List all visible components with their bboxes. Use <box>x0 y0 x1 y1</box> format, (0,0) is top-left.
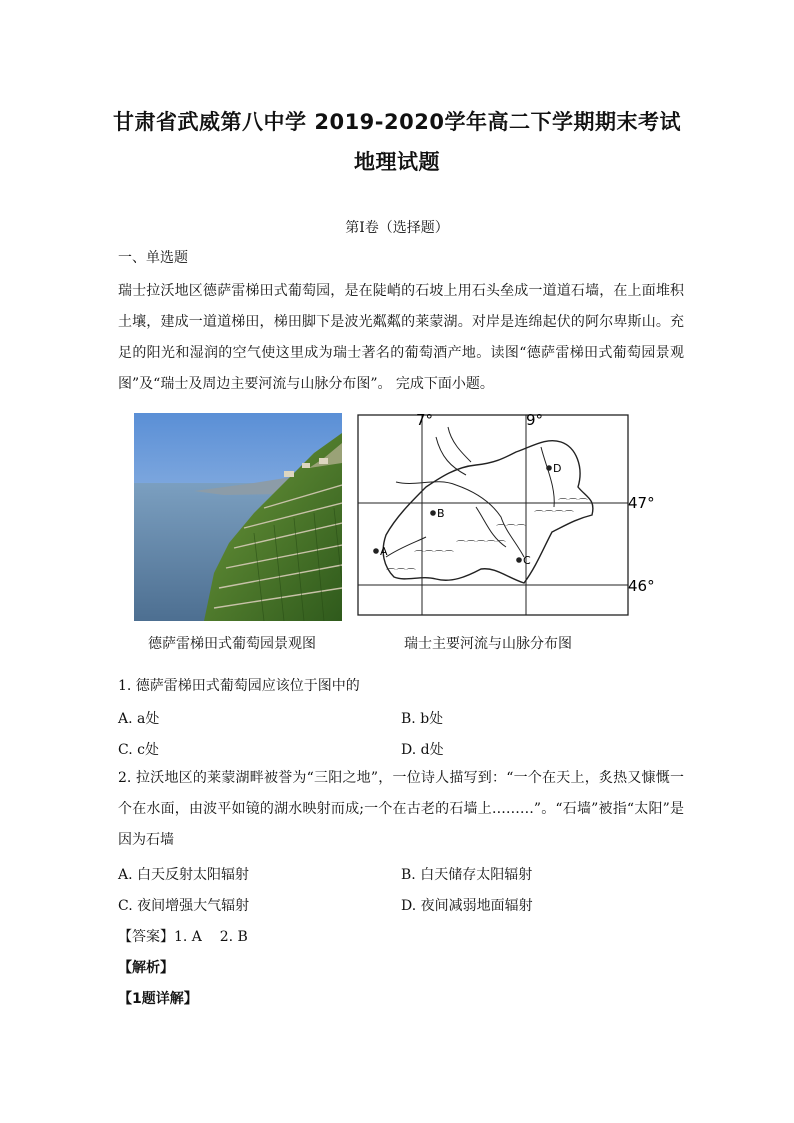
point-d-label: D <box>553 462 562 475</box>
doc-title-line1: 甘肃省武威第八中学 2019-2020学年高二下学期期末考试 <box>113 110 681 134</box>
q1-option-d[interactable]: D. d处 <box>401 742 444 758</box>
doc-title-line2: 地理试题 <box>354 150 440 174</box>
photo-caption: 德萨雷梯田式葡萄园景观图 <box>148 636 316 652</box>
q2-option-a[interactable]: A. 白天反射太阳辐射 <box>118 867 250 883</box>
q2-option-c[interactable]: C. 夜间增强大气辐射 <box>118 898 250 914</box>
q1-detail-heading: 【1题详解】 <box>118 991 198 1007</box>
svg-text:⌒⌒⌒⌒⌒: ⌒⌒⌒⌒⌒ <box>456 541 506 552</box>
q1-option-c[interactable]: C. c处 <box>118 742 159 758</box>
lon-label-7: 7° <box>416 411 434 429</box>
point-c-label: C <box>523 554 531 567</box>
question-1-stem: 1. 德萨雷梯田式葡萄园应该位于图中的 <box>118 678 360 694</box>
q2-option-b[interactable]: B. 白天储存太阳辐射 <box>401 867 533 883</box>
q1-option-a[interactable]: A. a处 <box>118 711 160 727</box>
intro-paragraph: 瑞士拉沃地区德萨雷梯田式葡萄园，是在陡峭的石坡上用石头垒成一道道石墙，在上面堆积土壤，建成一道道梯田，梯田脚下是波光粼粼的莱蒙湖。对岸是连绵起伏的阿尔卑斯山。充足的阳光和湿润的空气使这里成为瑞士著名的葡萄酒产地。读图“德萨雷梯田式葡萄园景观图”及“瑞士及周边主要河流与山脉分布图”。 完成下面小题。 <box>118 283 684 392</box>
section-heading: 第Ⅰ卷（选择题） <box>345 220 449 236</box>
analysis-heading: 【解析】 <box>118 960 174 976</box>
svg-text:⌒⌒⌒⌒: ⌒⌒⌒⌒ <box>414 551 454 562</box>
lat-label-46: 46° <box>628 577 655 595</box>
svg-text:⌒⌒⌒: ⌒⌒⌒ <box>386 569 416 580</box>
point-a-label: A <box>380 545 388 558</box>
svg-text:⌒⌒⌒⌒: ⌒⌒⌒⌒ <box>534 511 574 522</box>
switzerland-map <box>356 407 658 625</box>
q2-option-d[interactable]: D. 夜间减弱地面辐射 <box>401 898 533 914</box>
point-b-label: B <box>437 507 445 520</box>
svg-text:⌒⌒⌒: ⌒⌒⌒ <box>558 499 588 510</box>
lon-label-9: 9° <box>526 411 544 429</box>
answer-line: 【答案】1. A 2. B <box>118 929 248 945</box>
question-2-stem: 2. 拉沃地区的莱蒙湖畔被誉为“三阳之地”，一位诗人描写到：“一个在天上，炙热又慷慨一个在水面，由波平如镜的湖水映射而成;一个在古老的石墙上………”。“石墙”被指“太阳”是因为石墙 <box>118 770 684 848</box>
q1-option-b[interactable]: B. b处 <box>401 711 444 727</box>
question-type-heading: 一、单选题 <box>118 250 188 266</box>
vineyard-photo <box>134 413 342 621</box>
svg-text:⌒⌒⌒: ⌒⌒⌒ <box>496 525 526 536</box>
lat-label-47: 47° <box>628 494 655 512</box>
map-caption: 瑞士主要河流与山脉分布图 <box>404 636 572 652</box>
